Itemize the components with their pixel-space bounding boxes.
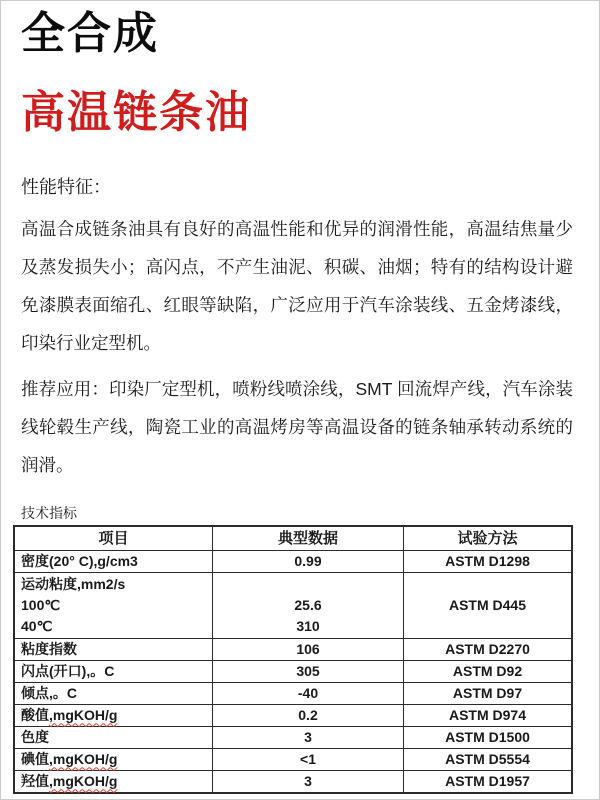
acid-value-item-unit: ,mgKOH/g [49, 706, 118, 723]
acid-value-item [14, 704, 213, 726]
iodine-value-value: <1 [213, 748, 404, 770]
hydroxyl-value-method: ASTM D1957 [404, 770, 573, 793]
viscosity-index-value: 106 [213, 638, 404, 660]
table-row-color [14, 726, 572, 748]
hydroxyl-value-value: 3 [213, 770, 404, 793]
hydroxyl-value-item-text: 羟值 [21, 772, 49, 789]
acid-value-item-text: 酸值 [21, 706, 49, 723]
col-header-item: 项目 [14, 526, 213, 551]
color-value: 3 [213, 726, 404, 748]
viscosity-item-line2: 100℃ [21, 596, 61, 613]
iodine-value-item [14, 748, 213, 770]
col-header-test-method: 试验方法 [404, 526, 573, 551]
table-row-density [14, 550, 572, 572]
viscosity-value-line1 [219, 574, 397, 595]
performance-paragraph: 高温合成链条油具有良好的高温性能和优异的润滑性能，高温结焦量少及蒸发损失小；高闪点，不产生油泥、积碳、油烟；特有的结构设计避免漆膜表面缩孔、红眼等缺陷，广泛应用于汽车涂装线、五金烤漆线，印染行业定型机。 [21, 218, 573, 353]
density-value: 0.99 [213, 550, 404, 572]
viscosity-index-item: 粘度指数 [14, 638, 213, 660]
viscosity-value-line2: 25.6 [294, 596, 322, 613]
document-page [1, 1, 599, 794]
table-header-row [14, 526, 572, 551]
iodine-value-item-unit: ,mgKOH/g [49, 750, 118, 767]
table-row-viscosity [14, 572, 572, 638]
color-method: ASTM D1500 [404, 726, 573, 748]
acid-value-value: 0.2 [213, 704, 404, 726]
col-header-typical-data: 典型数据 [213, 526, 404, 551]
iodine-value-item-text: 碘值 [21, 750, 49, 767]
viscosity-item-line3: 40℃ [21, 617, 53, 634]
tech-spec-table [13, 525, 573, 794]
viscosity-method: ASTM D445 [404, 572, 573, 638]
color-item: 色度 [14, 726, 213, 748]
density-method: ASTM D1298 [404, 550, 573, 572]
viscosity-values [213, 572, 404, 638]
table-row-viscosity-index [14, 638, 572, 660]
flash-point-method: ASTM D92 [404, 660, 573, 682]
viscosity-index-method: ASTM D2270 [404, 638, 573, 660]
acid-value-method: ASTM D974 [404, 704, 573, 726]
pour-point-item: 倾点,。C [14, 682, 213, 704]
viscosity-item-line1: 运动粘度,mm2/s [21, 575, 126, 592]
iodine-value-method: ASTM D5554 [404, 748, 573, 770]
pour-point-value: -40 [213, 682, 404, 704]
performance-section-heading: 性能特征： [21, 176, 111, 197]
tech-spec-label: 技术指标 [21, 504, 77, 521]
viscosity-value-line3: 310 [296, 617, 320, 634]
viscosity-item [14, 572, 213, 638]
product-title-line1: 全合成 [21, 9, 159, 58]
flash-point-item: 闪点(开口),。C [14, 660, 213, 682]
product-title-line2: 高温链条油 [21, 88, 251, 138]
table-row-acid-value [14, 704, 572, 726]
hydroxyl-value-item-unit: ,mgKOH/g [49, 772, 118, 789]
pour-point-method: ASTM D97 [404, 682, 573, 704]
density-item: 密度(20° C),g/cm3 [14, 550, 213, 572]
hydroxyl-value-item [14, 770, 213, 793]
table-row-hydroxyl-value [14, 770, 572, 793]
table-row-flash-point [14, 660, 572, 682]
applications-paragraph: 推荐应用：印染厂定型机，喷粉线喷涂线，SMT 回流焊产线，汽车涂装线轮毂生产线，陶瓷工业的高温烤房等高温设备的链条轴承转动系统的润滑。 [21, 378, 573, 475]
flash-point-value: 305 [213, 660, 404, 682]
table-row-iodine-value [14, 748, 572, 770]
table-row-pour-point [14, 682, 572, 704]
